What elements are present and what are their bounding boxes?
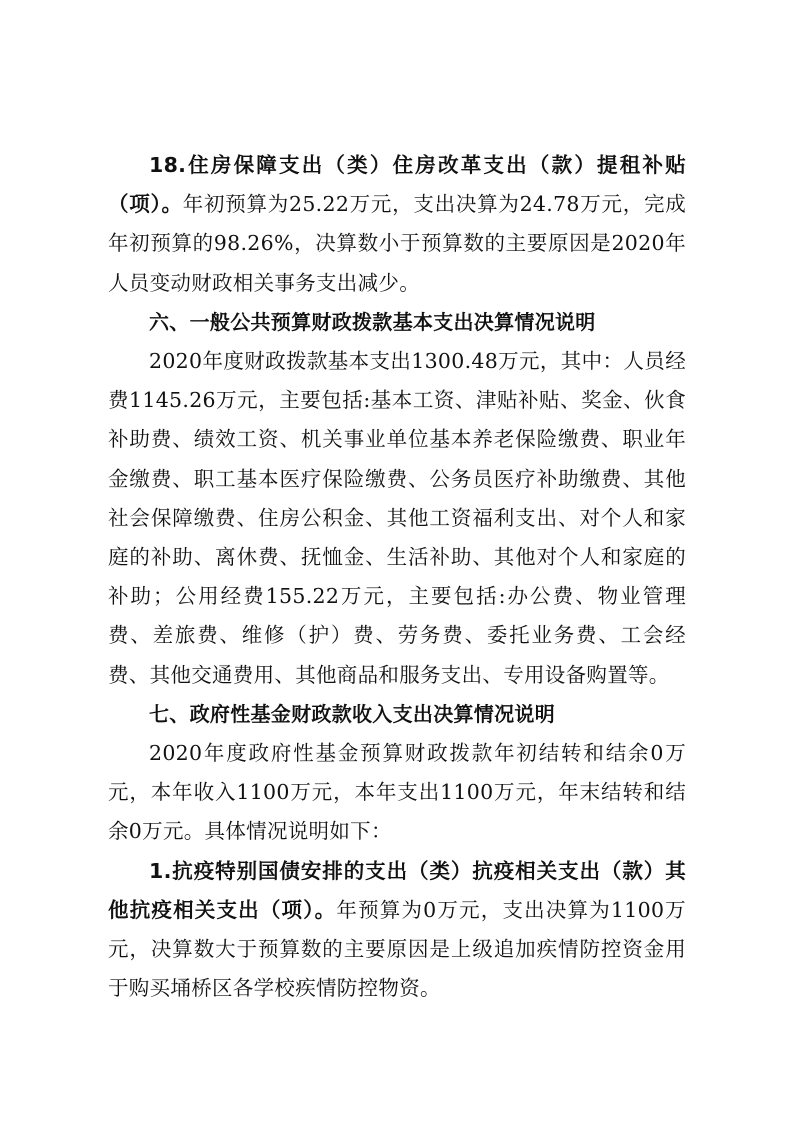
item-18-paragraph <box>108 146 686 303</box>
section-7-heading: 七、政府性基金财政款收入支出决算情况说明 <box>149 701 555 726</box>
item-1-paragraph <box>108 852 686 1009</box>
document-page <box>108 146 686 1008</box>
section-6-paragraph: 2020年度财政拨款基本支出1300.48万元，其中：人员经费1145.26万元，主要包括:基本工资、津贴补贴、奖金、伙食补助费、绩效工资、机关事业单位基本养老保险缴费、职业年金缴费、职工基本医疗保险缴费、公务员医疗补助缴费、其他社会保障缴费、住房公积金、其他工资福利支出、对个人和家庭的补助、离休费、抚恤金、生活补助、其他对个人和家庭的补助；公用经费155.22万元，主要包括:办公费、物业管理费、差旅费、维修（护）费、劳务费、委托业务费、工会经费、其他交通费用、其他商品和服务支出、专用设备购置等。 <box>108 349 686 687</box>
item-1-body: 年预算为0万元，支出决算为1100万元，决算数大于预算数的主要原因是上级追加疾情防控资金用于购买埇桥区各学校疾情防控物资。 <box>108 897 686 1001</box>
item-18-title: 18.住房保障支出（类）住房改革支出（款）提租补贴（项）。 <box>108 153 686 217</box>
item-1-title: 1.抗疫特别国债安排的支出（类）抗疫相关支出（款）其他抗疫相关支出（项）。 <box>108 858 686 922</box>
section-6-heading: 六、一般公共预算财政拨款基本支出决算情况说明 <box>149 309 596 334</box>
item-18-body: 年初预算为25.22万元，支出决算为24.78万元，完成年初预算的98.26%，决算数小于预算数的主要原因是2020年人员变动财政相关事务支出减少。 <box>108 192 687 295</box>
section-7-paragraph: 2020年度政府性基金预算财政拨款年初结转和结余0万元，本年收入1100万元，本年支出1100万元，年末结转和结余0万元。具体情况说明如下： <box>108 741 686 844</box>
